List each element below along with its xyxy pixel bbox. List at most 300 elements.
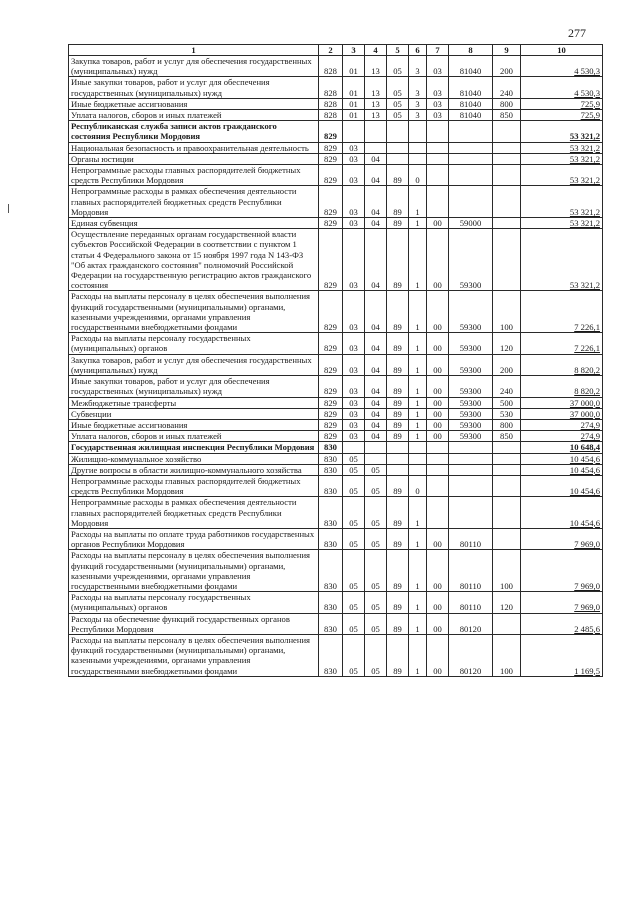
section-code-cell: 03 — [343, 291, 365, 333]
expense-type-code-cell: 500 — [493, 397, 521, 408]
subprogram-code-cell: 3 — [409, 110, 427, 121]
section-code-cell: 05 — [343, 613, 365, 634]
program-code-cell: 89 — [387, 229, 409, 291]
program-code-cell: 05 — [387, 98, 409, 109]
admin-code-cell: 829 — [319, 121, 343, 142]
table-row — [69, 142, 603, 153]
main-event-code-cell: 00 — [427, 528, 449, 549]
main-event-code-cell: 00 — [427, 613, 449, 634]
row-name-cell: Расходы на выплаты персоналу в целях обеспечения выполнения функций государственными (муниципальными) органами, казенными учреждениями, органами управления государственными внебюджетными фондами — [69, 550, 319, 592]
admin-code-cell: 829 — [319, 165, 343, 186]
row-name-cell: Жилищно-коммунальное хозяйство — [69, 453, 319, 464]
row-name-cell: Непрограммные расходы в рамках обеспечения деятельности главных распорядителей бюджетных средств Республики Мордовия — [69, 497, 319, 529]
table-row — [69, 110, 603, 121]
amount-cell: 37 000,0 — [521, 397, 603, 408]
expense-type-code-cell: 240 — [493, 77, 521, 98]
program-code-cell: 89 — [387, 376, 409, 397]
row-name-cell: Расходы на выплаты по оплате труда работников государственных органов Республики Мордовия — [69, 528, 319, 549]
direction-code-cell: 81040 — [449, 77, 493, 98]
admin-code-cell: 829 — [319, 376, 343, 397]
row-name-cell: Иные бюджетные ассигнования — [69, 419, 319, 430]
subprogram-code-cell: 1 — [409, 634, 427, 676]
section-code-cell — [343, 442, 365, 453]
subprogram-code-cell: 0 — [409, 165, 427, 186]
table-row — [69, 229, 603, 291]
expense-type-code-cell — [493, 442, 521, 453]
table-row — [69, 613, 603, 634]
table-row — [69, 218, 603, 229]
section-code-cell: 03 — [343, 153, 365, 164]
admin-code-cell: 828 — [319, 98, 343, 109]
amount-cell: 1 169,5 — [521, 634, 603, 676]
expense-type-code-cell — [493, 153, 521, 164]
admin-code-cell: 829 — [319, 142, 343, 153]
direction-code-cell: 81040 — [449, 110, 493, 121]
subsection-code-cell: 04 — [365, 186, 387, 218]
row-name-cell: Непрограммные расходы в рамках обеспечения деятельности главных распорядителей бюджетных средств Республики Мордовия — [69, 186, 319, 218]
subprogram-code-cell — [409, 453, 427, 464]
expense-type-code-cell: 240 — [493, 376, 521, 397]
subsection-code-cell: 13 — [365, 56, 387, 77]
section-code-cell: 03 — [343, 165, 365, 186]
expense-type-code-cell — [493, 464, 521, 475]
main-event-code-cell: 00 — [427, 376, 449, 397]
direction-code-cell: 59300 — [449, 397, 493, 408]
table-row — [69, 291, 603, 333]
main-event-code-cell — [427, 442, 449, 453]
admin-code-cell: 828 — [319, 110, 343, 121]
expense-type-code-cell — [493, 186, 521, 218]
admin-code-cell: 830 — [319, 453, 343, 464]
subsection-code-cell — [365, 121, 387, 142]
subsection-code-cell: 05 — [365, 497, 387, 529]
program-code-cell: 89 — [387, 333, 409, 354]
row-name-cell: Государственная жилищная инспекция Республики Мордовия — [69, 442, 319, 453]
program-code-cell — [387, 453, 409, 464]
expense-type-code-cell — [493, 121, 521, 142]
subsection-code-cell: 04 — [365, 333, 387, 354]
section-code-cell: 05 — [343, 464, 365, 475]
subprogram-code-cell — [409, 464, 427, 475]
section-code-cell: 03 — [343, 376, 365, 397]
direction-code-cell: 80120 — [449, 613, 493, 634]
subsection-code-cell: 04 — [365, 218, 387, 229]
section-code-cell: 03 — [343, 419, 365, 430]
expense-type-code-cell: 120 — [493, 333, 521, 354]
row-name-cell: Иные бюджетные ассигнования — [69, 98, 319, 109]
subprogram-code-cell: 1 — [409, 186, 427, 218]
direction-code-cell — [449, 121, 493, 142]
expense-type-code-cell: 200 — [493, 354, 521, 375]
subsection-code-cell: 04 — [365, 354, 387, 375]
amount-cell: 274,9 — [521, 419, 603, 430]
scan-mark — [8, 204, 9, 213]
admin-code-cell: 830 — [319, 475, 343, 496]
row-name-cell: Республиканская служба записи актов гражданского состояния Республики Мордовия — [69, 121, 319, 142]
main-event-code-cell — [427, 464, 449, 475]
program-code-cell: 89 — [387, 408, 409, 419]
subsection-code-cell: 05 — [365, 528, 387, 549]
admin-code-cell: 829 — [319, 229, 343, 291]
expense-type-code-cell: 120 — [493, 592, 521, 613]
admin-code-cell: 829 — [319, 408, 343, 419]
main-event-code-cell: 00 — [427, 229, 449, 291]
expense-type-code-cell: 800 — [493, 419, 521, 430]
main-event-code-cell — [427, 186, 449, 218]
expense-type-code-cell: 100 — [493, 550, 521, 592]
program-code-cell: 89 — [387, 431, 409, 442]
subsection-code-cell: 05 — [365, 634, 387, 676]
amount-cell: 4 530,3 — [521, 77, 603, 98]
main-event-code-cell: 03 — [427, 98, 449, 109]
main-event-code-cell: 00 — [427, 291, 449, 333]
column-header-3: 3 — [343, 45, 365, 56]
admin-code-cell: 830 — [319, 497, 343, 529]
amount-cell: 10 454,6 — [521, 475, 603, 496]
program-code-cell: 89 — [387, 592, 409, 613]
subsection-code-cell: 05 — [365, 475, 387, 496]
subsection-code-cell — [365, 453, 387, 464]
direction-code-cell — [449, 453, 493, 464]
amount-cell: 10 648,4 — [521, 442, 603, 453]
direction-code-cell — [449, 475, 493, 496]
subprogram-code-cell: 1 — [409, 333, 427, 354]
program-code-cell: 89 — [387, 613, 409, 634]
amount-cell: 53 321,2 — [521, 121, 603, 142]
direction-code-cell: 59300 — [449, 408, 493, 419]
row-name-cell: Непрограммные расходы главных распорядителей бюджетных средств Республики Мордовия — [69, 165, 319, 186]
main-event-code-cell: 00 — [427, 408, 449, 419]
direction-code-cell — [449, 464, 493, 475]
row-name-cell: Закупка товаров, работ и услуг для обеспечения государственных (муниципальных) нужд — [69, 56, 319, 77]
amount-cell: 725,9 — [521, 98, 603, 109]
section-code-cell: 05 — [343, 634, 365, 676]
main-event-code-cell — [427, 165, 449, 186]
direction-code-cell: 59300 — [449, 229, 493, 291]
table-row — [69, 77, 603, 98]
section-code-cell: 05 — [343, 550, 365, 592]
table-row — [69, 497, 603, 529]
amount-cell: 37 000,0 — [521, 408, 603, 419]
amount-cell: 7 969,0 — [521, 550, 603, 592]
subsection-code-cell: 13 — [365, 77, 387, 98]
program-code-cell: 89 — [387, 528, 409, 549]
direction-code-cell: 59300 — [449, 354, 493, 375]
main-event-code-cell: 00 — [427, 431, 449, 442]
subprogram-code-cell — [409, 153, 427, 164]
row-name-cell: Единая субвенция — [69, 218, 319, 229]
expense-type-code-cell: 800 — [493, 98, 521, 109]
table-row — [69, 453, 603, 464]
program-code-cell: 89 — [387, 218, 409, 229]
admin-code-cell: 830 — [319, 464, 343, 475]
subprogram-code-cell: 1 — [409, 376, 427, 397]
subsection-code-cell: 05 — [365, 464, 387, 475]
section-code-cell: 01 — [343, 77, 365, 98]
section-code-cell: 05 — [343, 497, 365, 529]
subsection-code-cell — [365, 442, 387, 453]
expense-type-code-cell: 850 — [493, 110, 521, 121]
section-code-cell: 03 — [343, 333, 365, 354]
row-name-cell: Расходы на выплаты персоналу в целях обеспечения выполнения функций государственными (муниципальными) органами, казенными учреждениями, органами управления государственными внебюджетными фондами — [69, 634, 319, 676]
amount-cell: 10 454,6 — [521, 453, 603, 464]
program-code-cell: 05 — [387, 77, 409, 98]
table-body — [69, 56, 603, 677]
program-code-cell: 89 — [387, 354, 409, 375]
subprogram-code-cell: 1 — [409, 291, 427, 333]
section-code-cell: 03 — [343, 142, 365, 153]
admin-code-cell: 828 — [319, 77, 343, 98]
admin-code-cell: 829 — [319, 397, 343, 408]
subsection-code-cell: 05 — [365, 613, 387, 634]
table-row — [69, 165, 603, 186]
subsection-code-cell: 04 — [365, 153, 387, 164]
subprogram-code-cell: 1 — [409, 497, 427, 529]
expense-type-code-cell — [493, 528, 521, 549]
table-row — [69, 419, 603, 430]
amount-cell: 725,9 — [521, 110, 603, 121]
program-code-cell: 89 — [387, 397, 409, 408]
table-row — [69, 354, 603, 375]
section-code-cell: 05 — [343, 475, 365, 496]
direction-code-cell: 59300 — [449, 291, 493, 333]
expense-type-code-cell — [493, 142, 521, 153]
subsection-code-cell: 04 — [365, 229, 387, 291]
direction-code-cell: 80110 — [449, 592, 493, 613]
admin-code-cell: 829 — [319, 291, 343, 333]
subsection-code-cell: 05 — [365, 550, 387, 592]
subprogram-code-cell: 1 — [409, 397, 427, 408]
program-code-cell — [387, 142, 409, 153]
admin-code-cell: 829 — [319, 333, 343, 354]
direction-code-cell: 59000 — [449, 218, 493, 229]
expense-type-code-cell — [493, 453, 521, 464]
expense-type-code-cell — [493, 218, 521, 229]
row-name-cell: Закупка товаров, работ и услуг для обеспечения государственных (муниципальных) нужд — [69, 354, 319, 375]
main-event-code-cell: 00 — [427, 634, 449, 676]
section-code-cell: 01 — [343, 110, 365, 121]
amount-cell: 8 820,2 — [521, 376, 603, 397]
table-row — [69, 550, 603, 592]
section-code-cell: 03 — [343, 218, 365, 229]
row-name-cell: Другие вопросы в области жилищно-коммунального хозяйства — [69, 464, 319, 475]
section-code-cell: 01 — [343, 98, 365, 109]
program-code-cell: 89 — [387, 634, 409, 676]
row-name-cell: Межбюджетные трансферты — [69, 397, 319, 408]
expense-type-code-cell — [493, 229, 521, 291]
column-header-7: 7 — [427, 45, 449, 56]
direction-code-cell: 80120 — [449, 634, 493, 676]
table-row — [69, 56, 603, 77]
amount-cell: 10 454,6 — [521, 464, 603, 475]
table-row — [69, 528, 603, 549]
admin-code-cell: 830 — [319, 592, 343, 613]
amount-cell: 53 321,2 — [521, 186, 603, 218]
column-header-4: 4 — [365, 45, 387, 56]
table-row — [69, 634, 603, 676]
subsection-code-cell: 04 — [365, 291, 387, 333]
subprogram-code-cell: 1 — [409, 419, 427, 430]
row-name-cell: Расходы на обеспечение функций государственных органов Республики Мордовия — [69, 613, 319, 634]
section-code-cell: 03 — [343, 397, 365, 408]
program-code-cell — [387, 442, 409, 453]
table-row — [69, 376, 603, 397]
admin-code-cell: 829 — [319, 218, 343, 229]
section-code-cell: 05 — [343, 528, 365, 549]
admin-code-cell: 829 — [319, 186, 343, 218]
section-code-cell: 03 — [343, 354, 365, 375]
subprogram-code-cell: 1 — [409, 550, 427, 592]
amount-cell: 53 321,2 — [521, 142, 603, 153]
table-row — [69, 186, 603, 218]
page-number: 277 — [568, 26, 586, 40]
subprogram-code-cell — [409, 121, 427, 142]
row-name-cell: Национальная безопасность и правоохранительная деятельность — [69, 142, 319, 153]
admin-code-cell: 830 — [319, 550, 343, 592]
direction-code-cell: 81040 — [449, 56, 493, 77]
direction-code-cell — [449, 497, 493, 529]
main-event-code-cell — [427, 121, 449, 142]
section-code-cell: 01 — [343, 56, 365, 77]
admin-code-cell: 829 — [319, 419, 343, 430]
row-name-cell: Расходы на выплаты персоналу государственных (муниципальных) органов — [69, 333, 319, 354]
expense-type-code-cell: 200 — [493, 56, 521, 77]
expense-type-code-cell: 100 — [493, 634, 521, 676]
main-event-code-cell: 00 — [427, 333, 449, 354]
subsection-code-cell: 04 — [365, 419, 387, 430]
row-name-cell: Расходы на выплаты персоналу государственных (муниципальных) органов — [69, 592, 319, 613]
table-row — [69, 408, 603, 419]
subprogram-code-cell: 1 — [409, 528, 427, 549]
column-header-6: 6 — [409, 45, 427, 56]
amount-cell: 7 226,1 — [521, 291, 603, 333]
program-code-cell — [387, 121, 409, 142]
row-name-cell: Непрограммные расходы главных распорядителей бюджетных средств Республики Мордовия — [69, 475, 319, 496]
expense-type-code-cell — [493, 165, 521, 186]
main-event-code-cell — [427, 153, 449, 164]
amount-cell: 53 321,2 — [521, 153, 603, 164]
section-code-cell: 05 — [343, 592, 365, 613]
subsection-code-cell: 04 — [365, 376, 387, 397]
expense-type-code-cell — [493, 475, 521, 496]
subprogram-code-cell — [409, 442, 427, 453]
column-header-10: 10 — [521, 45, 603, 56]
admin-code-cell: 830 — [319, 528, 343, 549]
direction-code-cell — [449, 153, 493, 164]
admin-code-cell: 828 — [319, 56, 343, 77]
table-row — [69, 397, 603, 408]
header-row — [69, 45, 603, 56]
admin-code-cell: 830 — [319, 634, 343, 676]
subsection-code-cell: 13 — [365, 98, 387, 109]
table-row — [69, 464, 603, 475]
table-row — [69, 153, 603, 164]
direction-code-cell: 59300 — [449, 419, 493, 430]
main-event-code-cell: 00 — [427, 419, 449, 430]
program-code-cell — [387, 153, 409, 164]
program-code-cell: 89 — [387, 497, 409, 529]
row-name-cell: Органы юстиции — [69, 153, 319, 164]
direction-code-cell: 81040 — [449, 98, 493, 109]
direction-code-cell — [449, 442, 493, 453]
subprogram-code-cell: 1 — [409, 229, 427, 291]
row-name-cell: Осуществление переданных органам государственной власти субъектов Российской Федерации в соответствии с пунктом 1 статьи 4 Федерального закона от 15 ноября 1997 года N 143-ФЗ "Об актах гражданского состояния" полномочий Российской Федерации на государственную регистрацию актов гражданского состояния — [69, 229, 319, 291]
main-event-code-cell: 00 — [427, 354, 449, 375]
amount-cell: 53 321,2 — [521, 229, 603, 291]
table-row — [69, 333, 603, 354]
direction-code-cell: 59300 — [449, 376, 493, 397]
subsection-code-cell: 04 — [365, 165, 387, 186]
subprogram-code-cell: 1 — [409, 408, 427, 419]
expense-type-code-cell: 530 — [493, 408, 521, 419]
main-event-code-cell: 00 — [427, 218, 449, 229]
amount-cell: 274,9 — [521, 431, 603, 442]
main-event-code-cell — [427, 142, 449, 153]
direction-code-cell: 59300 — [449, 431, 493, 442]
subsection-code-cell: 13 — [365, 110, 387, 121]
direction-code-cell — [449, 165, 493, 186]
admin-code-cell: 829 — [319, 354, 343, 375]
main-event-code-cell — [427, 453, 449, 464]
column-header-9: 9 — [493, 45, 521, 56]
program-code-cell: 89 — [387, 291, 409, 333]
direction-code-cell — [449, 142, 493, 153]
expense-type-code-cell: 100 — [493, 291, 521, 333]
expense-type-code-cell — [493, 613, 521, 634]
admin-code-cell: 829 — [319, 153, 343, 164]
program-code-cell: 89 — [387, 186, 409, 218]
direction-code-cell: 80110 — [449, 550, 493, 592]
program-code-cell: 05 — [387, 110, 409, 121]
program-code-cell: 89 — [387, 419, 409, 430]
section-code-cell: 03 — [343, 431, 365, 442]
subprogram-code-cell: 1 — [409, 218, 427, 229]
row-name-cell: Уплата налогов, сборов и иных платежей — [69, 110, 319, 121]
amount-cell: 4 530,3 — [521, 56, 603, 77]
main-event-code-cell: 00 — [427, 550, 449, 592]
direction-code-cell — [449, 186, 493, 218]
subsection-code-cell — [365, 142, 387, 153]
section-code-cell — [343, 121, 365, 142]
subprogram-code-cell: 3 — [409, 56, 427, 77]
subprogram-code-cell — [409, 142, 427, 153]
subprogram-code-cell: 1 — [409, 613, 427, 634]
subprogram-code-cell: 1 — [409, 354, 427, 375]
program-code-cell — [387, 464, 409, 475]
section-code-cell: 03 — [343, 408, 365, 419]
row-name-cell: Расходы на выплаты персоналу в целях обеспечения выполнения функций государственными (муниципальными) органами, казенными учреждениями, органами управления государственными внебюджетными фондами — [69, 291, 319, 333]
program-code-cell: 05 — [387, 56, 409, 77]
expense-type-code-cell: 850 — [493, 431, 521, 442]
main-event-code-cell: 03 — [427, 56, 449, 77]
admin-code-cell: 830 — [319, 442, 343, 453]
main-event-code-cell: 00 — [427, 592, 449, 613]
amount-cell: 2 485,6 — [521, 613, 603, 634]
row-name-cell: Уплата налогов, сборов и иных платежей — [69, 431, 319, 442]
amount-cell: 7 226,1 — [521, 333, 603, 354]
main-event-code-cell: 00 — [427, 397, 449, 408]
column-header-1: 1 — [69, 45, 319, 56]
table-row — [69, 121, 603, 142]
table-row — [69, 431, 603, 442]
subprogram-code-cell: 1 — [409, 431, 427, 442]
amount-cell: 7 969,0 — [521, 528, 603, 549]
column-header-5: 5 — [387, 45, 409, 56]
admin-code-cell: 829 — [319, 431, 343, 442]
column-header-8: 8 — [449, 45, 493, 56]
subprogram-code-cell: 3 — [409, 77, 427, 98]
section-code-cell: 03 — [343, 229, 365, 291]
